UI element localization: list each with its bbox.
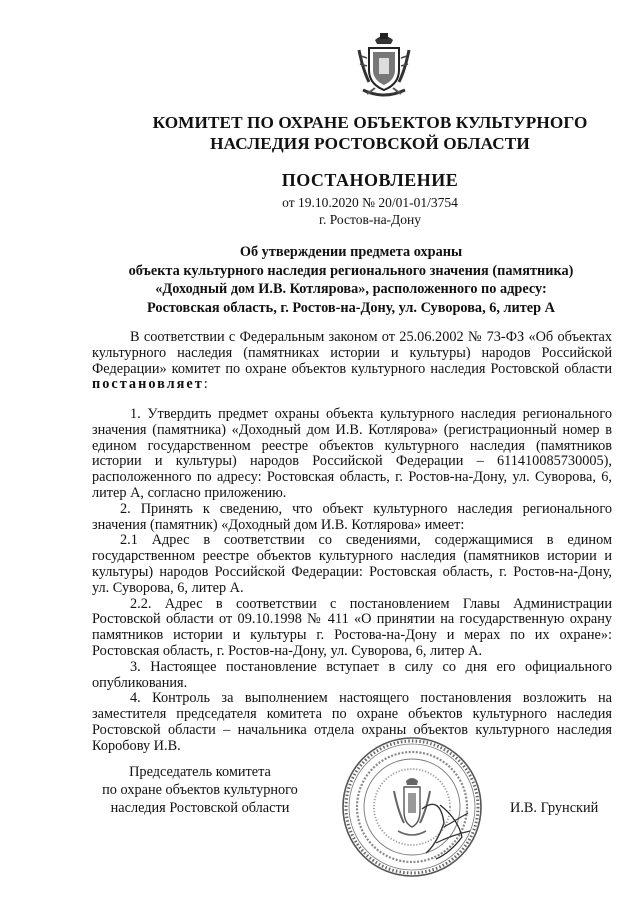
item-3: 3. Настоящее постановление вступает в силу со дня его официального опубликования.: [92, 658, 612, 691]
committee-line-1: КОМИТЕТ ПО ОХРАНЕ ОБЪЕКТОВ КУЛЬТУРНОГО: [152, 113, 588, 132]
document-subject: [90, 243, 612, 317]
position-line-1: Председатель комитета: [129, 764, 271, 780]
official-seal-icon: [340, 735, 485, 880]
item-2-1: 2.1 Адрес в соответствии со сведениями, содержащимися в едином государственном реестре объектов культурного наследия (памятников истории и культуры) народов Российской Федерации: Ростовская область, г. Ростов-на-Дону, ул. Суворова, 6, литер А.: [92, 532, 612, 596]
signatory-position: [80, 763, 320, 817]
item-4: 4. Контроль за выполнением настоящего постановления возложить на заместителя председателя комитета по охране объектов культурного наследия Ростовской области – начальника отдела охраны объектов культурного наследия Коробову И.В.: [92, 690, 612, 754]
signatory-name: И.В. Грунский: [510, 800, 599, 816]
item-1: 1. Утвердить предмет охраны объекта культурного наследия регионального значения (памятника) «Доходный дом И.В. Котлярова» (регистрационный номер в едином государственном реестре объектов культурного наследия (памятников истории и культуры) народов Российской Федерации – 611410085730005), расположенного по адресу: Ростовская область, г. Ростов-на-Дону, ул. Суворова, 6, литер А, согласно приложению.: [92, 406, 612, 501]
position-line-3: наследия Ростовской области: [110, 800, 290, 816]
decree-word: постановляет: [92, 376, 204, 393]
document-type: ПОСТАНОВЛЕНИЕ: [281, 170, 459, 190]
subject-line-3: «Доходный дом И.В. Котлярова», расположенного по адресу:: [155, 281, 547, 297]
subject-line-2: объекта культурного наследия регионального значения (памятника): [128, 262, 574, 279]
coat-of-arms-icon: [355, 30, 413, 102]
preamble: [92, 330, 612, 393]
committee-line-2: НАСЛЕДИЯ РОСТОВСКОЙ ОБЛАСТИ: [210, 134, 530, 153]
resolution-items: [92, 407, 612, 755]
committee-title: [100, 112, 640, 154]
preamble-text: В соответствии с Федеральным законом от 25.06.2002 № 73-ФЗ «Об объектах культурного наследия (памятниках истории и культуры) народов Российской Федерации» комитет по охране объектов культурного наследия Ростовской области: [92, 329, 612, 377]
position-line-2: по охране объектов культурного: [102, 782, 298, 798]
item-2-2: 2.2. Адрес в соответствии с постановлением Главы Администрации Ростовской области от 09.10.1998 № 411 «О принятии на государственную охрану памятников истории и культуры г. Ростова-на-Дону и мерах по их охране»: Ростовская область, г. Ростов-на-Дону, ул. Суворова, 6, литер А.: [92, 595, 612, 659]
document-date-number: от 19.10.2020 № 20/01-01/3754: [282, 195, 458, 210]
document-meta: [210, 194, 530, 228]
item-2: 2. Принять к сведению, что объект культурного наследия регионального значения (памятник) «Доходный дом И.В. Котлярова» имеет:: [92, 500, 612, 533]
document-city: г. Ростов-на-Дону: [318, 212, 421, 227]
preamble-colon: :: [203, 376, 208, 393]
subject-line-1: Об утверждении предмета охраны: [239, 244, 463, 260]
subject-line-4: Ростовская область, г. Ростов-на-Дону, ул. Суворова, 6, литер А: [146, 299, 556, 316]
